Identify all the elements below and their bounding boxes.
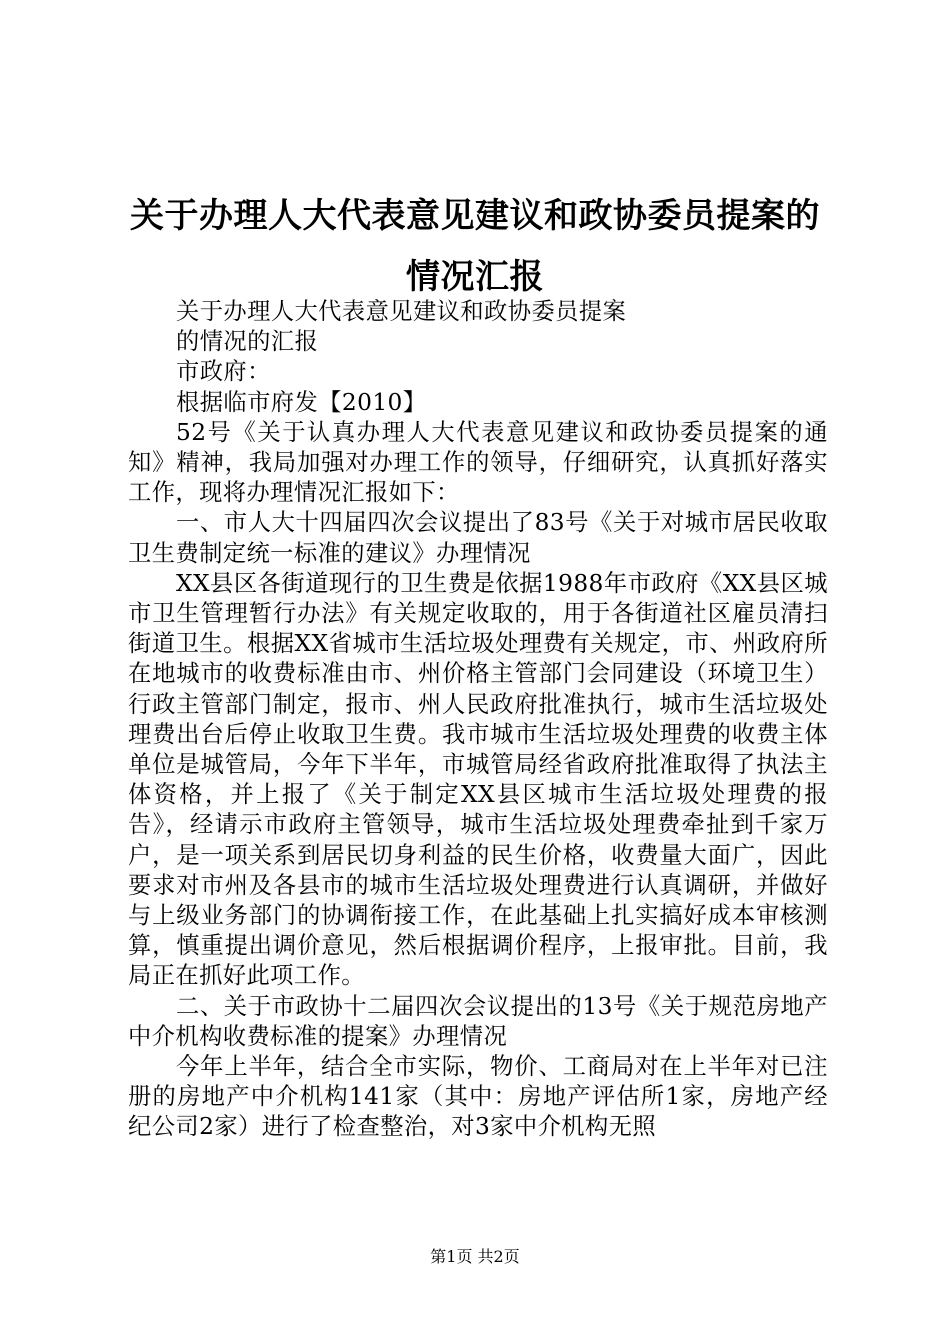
body-paragraph: 根据临市府发【2010】 — [176, 388, 427, 416]
body-paragraph: 关于办理人大代表意见建议和政协委员提案 — [176, 298, 627, 325]
body-paragraph: 市政府： — [176, 358, 271, 386]
body-paragraph: 二、关于市政协十二届四次会议提出的13号《关于规范房地产中介机构收费标准的提案》办理情况 — [128, 992, 828, 1050]
document-title-line-2: 情况汇报 — [406, 257, 544, 297]
document-title-line-1: 关于办理人大代表意见建议和政协委员提案的 — [130, 196, 820, 236]
body-paragraph: 的情况的汇报 — [176, 328, 319, 356]
page-footer: 第1页 共2页 — [430, 1247, 520, 1266]
body-paragraph: 52号《关于认真办理人大代表意见建议和政协委员提案的通知》精神，我局加强对办理工作的领导，仔细研究，认真抓好落实工作，现将办理情况汇报如下： — [128, 418, 828, 507]
document-body — [128, 297, 828, 1143]
body-paragraph: 今年上半年，结合全市实际，物价、工商局对在上半年对已注册的房地产中介机构141家（其中：房地产评估所1家，房地产经纪公司2家）进行了检查整治，对3家中介机构无照 — [128, 1053, 828, 1141]
body-paragraph: XX县区各街道现行的卫生费是依据1988年市政府《XX县区城市卫生管理暂行办法》有关规定收取的，用于各街道社区雇员清扫街道卫生。根据XX省城市生活垃圾处理费有关规定，市、州政府所在地城市的收费标准由市、州价格主管部门会同建设（环境卫生）行政主管部门制定，报市、州人民政府批准执行，城市生活垃圾处理费出台后停止收取卫生费。我市城市生活垃圾处理费的收费主体单位是城管局，今年下半年，市城管局经省政府批准取得了执法主体资格，并上报了《关于制定XX县区城市生活垃圾处理费的报告》，经请示市政府主管领导，城市生活垃圾处理费牵扯到千家万户，是一项关系到居民切身利益的民生价格，收费量大面广，因此要求对市州及各县市的城市生活垃圾处理费进行认真调研，并做好与上级业务部门的协调衔接工作，在此基础上扎实搞好成本审核测算，慎重提出调价意见，然后根据调价程序，上报审批。目前，我局正在抓好此项工作。 — [128, 569, 828, 990]
body-paragraph: 一、市人大十四届四次会议提出了83号《关于对城市居民收取卫生费制定统一标准的建议》办理情况 — [128, 509, 828, 567]
